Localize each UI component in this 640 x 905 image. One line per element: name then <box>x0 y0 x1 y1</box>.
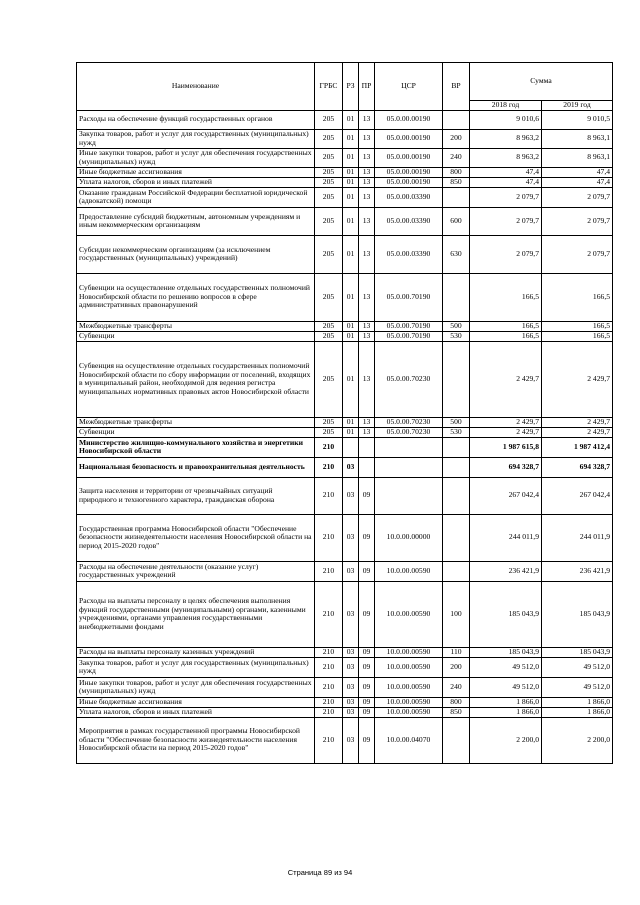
cell-2019: 1 987 412,4 <box>542 437 613 457</box>
cell-2019: 236 421,9 <box>542 561 613 581</box>
cell-pr: 13 <box>359 341 375 417</box>
cell-pr: 13 <box>359 235 375 273</box>
cell-grbs: 205 <box>315 341 343 417</box>
cell-vr: 200 <box>443 657 470 677</box>
table-row <box>77 273 613 321</box>
cell-name: Мероприятия в рамках государственной программы Новосибирской области "Обеспечение безопасности жизнедеятельности населения Новосибирской области на период 2015-2020 годов" <box>77 717 315 763</box>
cell-2018: 1 866,0 <box>470 697 542 707</box>
cell-vr: 500 <box>443 417 470 427</box>
cell-rz <box>343 437 359 457</box>
cell-2018: 1 987 615,8 <box>470 437 542 457</box>
cell-2018: 2 079,7 <box>470 207 542 235</box>
table-row <box>77 457 613 477</box>
cell-csr: 05.0.00.00190 <box>375 177 443 187</box>
cell-2018: 49 512,0 <box>470 657 542 677</box>
cell-2019: 2 079,7 <box>542 187 613 207</box>
cell-csr: 05.0.00.70190 <box>375 273 443 321</box>
cell-vr <box>443 514 470 561</box>
cell-2018: 2 429,7 <box>470 427 542 437</box>
cell-rz: 01 <box>343 427 359 437</box>
cell-grbs: 210 <box>315 581 343 647</box>
cell-pr: 09 <box>359 514 375 561</box>
cell-pr <box>359 457 375 477</box>
table-row <box>77 341 613 417</box>
cell-2018: 267 042,4 <box>470 477 542 514</box>
cell-name: Расходы на выплаты персоналу в целях обеспечения выполнения функций государственными (муниципальными) органами, казенными учреждениями, органами управления государственными внебюджетными фондами <box>77 581 315 647</box>
cell-grbs: 210 <box>315 677 343 697</box>
cell-rz: 03 <box>343 707 359 717</box>
table-row <box>77 717 613 763</box>
cell-2018: 2 079,7 <box>470 187 542 207</box>
cell-pr: 13 <box>359 331 375 341</box>
cell-rz: 03 <box>343 717 359 763</box>
cell-grbs: 205 <box>315 187 343 207</box>
cell-csr <box>375 477 443 514</box>
cell-pr: 09 <box>359 581 375 647</box>
cell-pr: 13 <box>359 273 375 321</box>
table-row <box>77 321 613 331</box>
cell-csr: 10.0.00.00590 <box>375 707 443 717</box>
cell-grbs: 205 <box>315 167 343 177</box>
cell-grbs: 205 <box>315 207 343 235</box>
cell-2018: 185 043,9 <box>470 581 542 647</box>
cell-2018: 1 866,0 <box>470 707 542 717</box>
cell-2018: 8 963,2 <box>470 148 542 167</box>
header-vr: ВР <box>443 63 470 111</box>
cell-grbs: 210 <box>315 514 343 561</box>
cell-2018: 8 963,2 <box>470 129 542 148</box>
cell-name: Министерство жилищно-коммунального хозяйства и энергетики Новосибирской области <box>77 437 315 457</box>
cell-rz: 01 <box>343 341 359 417</box>
cell-2019: 47,4 <box>542 167 613 177</box>
header-name: Наименование <box>77 63 315 111</box>
cell-vr: 850 <box>443 707 470 717</box>
table-row <box>77 514 613 561</box>
cell-vr: 800 <box>443 167 470 177</box>
cell-rz: 01 <box>343 148 359 167</box>
cell-2018: 9 010,6 <box>470 110 542 129</box>
cell-2019: 1 866,0 <box>542 697 613 707</box>
cell-2019: 2 429,7 <box>542 427 613 437</box>
cell-name: Иные закупки товаров, работ и услуг для обеспечения государственных (муниципальных) нужд <box>77 148 315 167</box>
table-row <box>77 235 613 273</box>
table-row <box>77 647 613 657</box>
cell-2019: 2 200,0 <box>542 717 613 763</box>
cell-pr: 13 <box>359 207 375 235</box>
cell-grbs: 205 <box>315 331 343 341</box>
cell-name: Субвенция на осуществление отдельных государственных полномочий Новосибирской области по сбору информации от поселений, входящих в муниципальный район, необходимой для ведения регистра муниципальных нормативных правовых актов Новосибирской области <box>77 341 315 417</box>
cell-pr: 13 <box>359 129 375 148</box>
cell-csr: 05.0.00.03390 <box>375 187 443 207</box>
cell-2018: 2 200,0 <box>470 717 542 763</box>
cell-rz: 03 <box>343 514 359 561</box>
cell-name: Субвенции на осуществление отдельных государственных полномочий Новосибирской области по решению вопросов в сфере административных правонарушений <box>77 273 315 321</box>
cell-csr: 05.0.00.70190 <box>375 321 443 331</box>
cell-name: Национальная безопасность и правоохранительная деятельность <box>77 457 315 477</box>
cell-name: Субвенции <box>77 331 315 341</box>
cell-name: Оказание гражданам Российской Федерации бесплатной юридической (адвокатской) помощи <box>77 187 315 207</box>
cell-csr: 05.0.00.70230 <box>375 427 443 437</box>
cell-2019: 166,5 <box>542 331 613 341</box>
cell-pr: 09 <box>359 707 375 717</box>
cell-grbs: 210 <box>315 717 343 763</box>
cell-2019: 185 043,9 <box>542 647 613 657</box>
cell-vr <box>443 110 470 129</box>
cell-2018: 2 079,7 <box>470 235 542 273</box>
cell-csr: 05.0.00.70190 <box>375 331 443 341</box>
cell-csr: 05.0.00.03390 <box>375 207 443 235</box>
table-row <box>77 677 613 697</box>
cell-vr: 600 <box>443 207 470 235</box>
cell-2019: 244 011,9 <box>542 514 613 561</box>
cell-name: Закупка товаров, работ и услуг для государственных (муниципальных) нужд <box>77 129 315 148</box>
table-row <box>77 177 613 187</box>
cell-2019: 9 010,5 <box>542 110 613 129</box>
table-row <box>77 207 613 235</box>
header-pr: ПР <box>359 63 375 111</box>
cell-2018: 2 429,7 <box>470 417 542 427</box>
cell-pr: 09 <box>359 717 375 763</box>
cell-grbs: 210 <box>315 457 343 477</box>
cell-rz: 01 <box>343 207 359 235</box>
cell-vr <box>443 561 470 581</box>
table-body <box>77 110 613 763</box>
cell-vr <box>443 273 470 321</box>
header-grbs: ГРБС <box>315 63 343 111</box>
cell-2018: 185 043,9 <box>470 647 542 657</box>
table-row <box>77 581 613 647</box>
cell-2018: 244 011,9 <box>470 514 542 561</box>
table-row <box>77 561 613 581</box>
table-row <box>77 129 613 148</box>
cell-name: Межбюджетные трансферты <box>77 321 315 331</box>
cell-name: Субвенции <box>77 427 315 437</box>
cell-rz: 03 <box>343 647 359 657</box>
table-row <box>77 167 613 177</box>
cell-grbs: 205 <box>315 417 343 427</box>
table-row <box>77 110 613 129</box>
cell-2018: 166,5 <box>470 331 542 341</box>
cell-csr <box>375 437 443 457</box>
cell-csr: 10.0.00.00590 <box>375 677 443 697</box>
cell-csr <box>375 457 443 477</box>
cell-rz: 01 <box>343 417 359 427</box>
page-footer: Страница 89 из 94 <box>287 868 353 877</box>
cell-name: Субсидии некоммерческим организациям (за исключением государственных (муниципальных) учреждений) <box>77 235 315 273</box>
cell-csr: 10.0.00.00590 <box>375 657 443 677</box>
cell-pr: 13 <box>359 427 375 437</box>
cell-pr: 13 <box>359 417 375 427</box>
cell-csr: 10.0.00.00000 <box>375 514 443 561</box>
cell-csr: 05.0.00.70230 <box>375 417 443 427</box>
cell-vr <box>443 717 470 763</box>
cell-2018: 166,5 <box>470 321 542 331</box>
cell-vr: 240 <box>443 677 470 697</box>
header-year-2018: 2018 год <box>470 101 542 111</box>
cell-2019: 47,4 <box>542 177 613 187</box>
cell-vr <box>443 437 470 457</box>
cell-pr: 09 <box>359 697 375 707</box>
cell-2018: 47,4 <box>470 177 542 187</box>
cell-2019: 1 866,0 <box>542 707 613 717</box>
cell-vr <box>443 341 470 417</box>
cell-2019: 49 512,0 <box>542 657 613 677</box>
cell-pr: 13 <box>359 177 375 187</box>
table-row <box>77 477 613 514</box>
cell-rz: 01 <box>343 177 359 187</box>
cell-vr: 630 <box>443 235 470 273</box>
cell-vr: 200 <box>443 129 470 148</box>
cell-grbs: 205 <box>315 177 343 187</box>
cell-rz: 01 <box>343 321 359 331</box>
cell-csr: 05.0.00.00190 <box>375 148 443 167</box>
cell-2019: 2 429,7 <box>542 417 613 427</box>
cell-vr: 530 <box>443 331 470 341</box>
cell-vr <box>443 477 470 514</box>
cell-grbs: 210 <box>315 657 343 677</box>
cell-grbs: 210 <box>315 697 343 707</box>
cell-2018: 694 328,7 <box>470 457 542 477</box>
cell-grbs: 205 <box>315 148 343 167</box>
cell-2018: 47,4 <box>470 167 542 177</box>
cell-pr: 09 <box>359 647 375 657</box>
cell-rz: 01 <box>343 273 359 321</box>
cell-name: Расходы на обеспечение функций государственных органов <box>77 110 315 129</box>
table-row <box>77 697 613 707</box>
table-row <box>77 707 613 717</box>
cell-vr: 100 <box>443 581 470 647</box>
cell-pr: 13 <box>359 167 375 177</box>
cell-pr: 09 <box>359 477 375 514</box>
cell-vr: 800 <box>443 697 470 707</box>
cell-name: Защита населения и территории от чрезвычайных ситуаций природного и техногенного характера, гражданская оборона <box>77 477 315 514</box>
cell-2019: 8 963,1 <box>542 148 613 167</box>
cell-2018: 2 429,7 <box>470 341 542 417</box>
table-row <box>77 437 613 457</box>
cell-rz: 01 <box>343 187 359 207</box>
cell-rz: 03 <box>343 457 359 477</box>
cell-vr: 110 <box>443 647 470 657</box>
cell-csr: 10.0.00.00590 <box>375 581 443 647</box>
cell-rz: 03 <box>343 677 359 697</box>
cell-rz: 01 <box>343 331 359 341</box>
header-rz: РЗ <box>343 63 359 111</box>
header-sum: Сумма <box>470 63 613 101</box>
cell-pr: 13 <box>359 148 375 167</box>
cell-csr: 05.0.00.03390 <box>375 235 443 273</box>
cell-pr: 09 <box>359 677 375 697</box>
cell-rz: 01 <box>343 129 359 148</box>
cell-2019: 2 079,7 <box>542 207 613 235</box>
cell-rz: 03 <box>343 697 359 707</box>
table-row <box>77 331 613 341</box>
cell-pr: 13 <box>359 110 375 129</box>
header-csr: ЦСР <box>375 63 443 111</box>
cell-vr <box>443 457 470 477</box>
table-row <box>77 657 613 677</box>
cell-rz: 03 <box>343 657 359 677</box>
cell-name: Уплата налогов, сборов и иных платежей <box>77 177 315 187</box>
cell-vr: 530 <box>443 427 470 437</box>
cell-csr: 10.0.00.00590 <box>375 647 443 657</box>
cell-grbs: 210 <box>315 437 343 457</box>
cell-pr: 13 <box>359 187 375 207</box>
cell-name: Государственная программа Новосибирской области "Обеспечение безопасности жизнедеятельности населения Новосибирской области на период 2015-2020 годов" <box>77 514 315 561</box>
cell-name: Иные закупки товаров, работ и услуг для обеспечения государственных (муниципальных) нужд <box>77 677 315 697</box>
cell-csr: 05.0.00.00190 <box>375 129 443 148</box>
cell-name: Закупка товаров, работ и услуг для государственных (муниципальных) нужд <box>77 657 315 677</box>
cell-rz: 03 <box>343 561 359 581</box>
cell-vr: 500 <box>443 321 470 331</box>
cell-csr: 05.0.00.00190 <box>375 167 443 177</box>
table-row <box>77 187 613 207</box>
cell-vr <box>443 187 470 207</box>
cell-pr: 09 <box>359 657 375 677</box>
cell-csr: 05.0.00.70230 <box>375 341 443 417</box>
cell-grbs: 205 <box>315 427 343 437</box>
cell-2018: 49 512,0 <box>470 677 542 697</box>
cell-name: Уплата налогов, сборов и иных платежей <box>77 707 315 717</box>
cell-rz: 01 <box>343 110 359 129</box>
cell-rz: 01 <box>343 167 359 177</box>
cell-grbs: 205 <box>315 235 343 273</box>
table-row <box>77 417 613 427</box>
cell-csr: 05.0.00.00190 <box>375 110 443 129</box>
cell-2019: 166,5 <box>542 273 613 321</box>
cell-2018: 236 421,9 <box>470 561 542 581</box>
header-year-2019: 2019 год <box>542 101 613 111</box>
cell-name: Иные бюджетные ассигнования <box>77 697 315 707</box>
table-row <box>77 427 613 437</box>
table-row <box>77 148 613 167</box>
cell-rz: 03 <box>343 581 359 647</box>
cell-name: Предоставление субсидий бюджетным, автономным учреждениям и иным некоммерческим организациям <box>77 207 315 235</box>
cell-csr: 10.0.00.04070 <box>375 717 443 763</box>
cell-grbs: 205 <box>315 129 343 148</box>
cell-2019: 185 043,9 <box>542 581 613 647</box>
cell-rz: 03 <box>343 477 359 514</box>
cell-pr <box>359 437 375 457</box>
cell-name: Расходы на выплаты персоналу казенных учреждений <box>77 647 315 657</box>
cell-pr: 09 <box>359 561 375 581</box>
cell-2019: 166,5 <box>542 321 613 331</box>
cell-2019: 267 042,4 <box>542 477 613 514</box>
cell-grbs: 210 <box>315 477 343 514</box>
budget-table <box>76 62 613 764</box>
cell-2019: 2 429,7 <box>542 341 613 417</box>
cell-2019: 49 512,0 <box>542 677 613 697</box>
cell-grbs: 205 <box>315 110 343 129</box>
cell-rz: 01 <box>343 235 359 273</box>
cell-2019: 694 328,7 <box>542 457 613 477</box>
cell-name: Расходы на обеспечение деятельности (оказание услуг) государственных учреждений <box>77 561 315 581</box>
cell-vr: 850 <box>443 177 470 187</box>
cell-2018: 166,5 <box>470 273 542 321</box>
cell-csr: 10.0.00.00590 <box>375 561 443 581</box>
cell-grbs: 210 <box>315 561 343 581</box>
cell-csr: 10.0.00.00590 <box>375 697 443 707</box>
cell-name: Иные бюджетные ассигнования <box>77 167 315 177</box>
cell-2019: 8 963,1 <box>542 129 613 148</box>
cell-vr: 240 <box>443 148 470 167</box>
cell-grbs: 205 <box>315 321 343 331</box>
cell-grbs: 210 <box>315 647 343 657</box>
cell-pr: 13 <box>359 321 375 331</box>
cell-grbs: 205 <box>315 273 343 321</box>
cell-grbs: 210 <box>315 707 343 717</box>
cell-name: Межбюджетные трансферты <box>77 417 315 427</box>
cell-2019: 2 079,7 <box>542 235 613 273</box>
